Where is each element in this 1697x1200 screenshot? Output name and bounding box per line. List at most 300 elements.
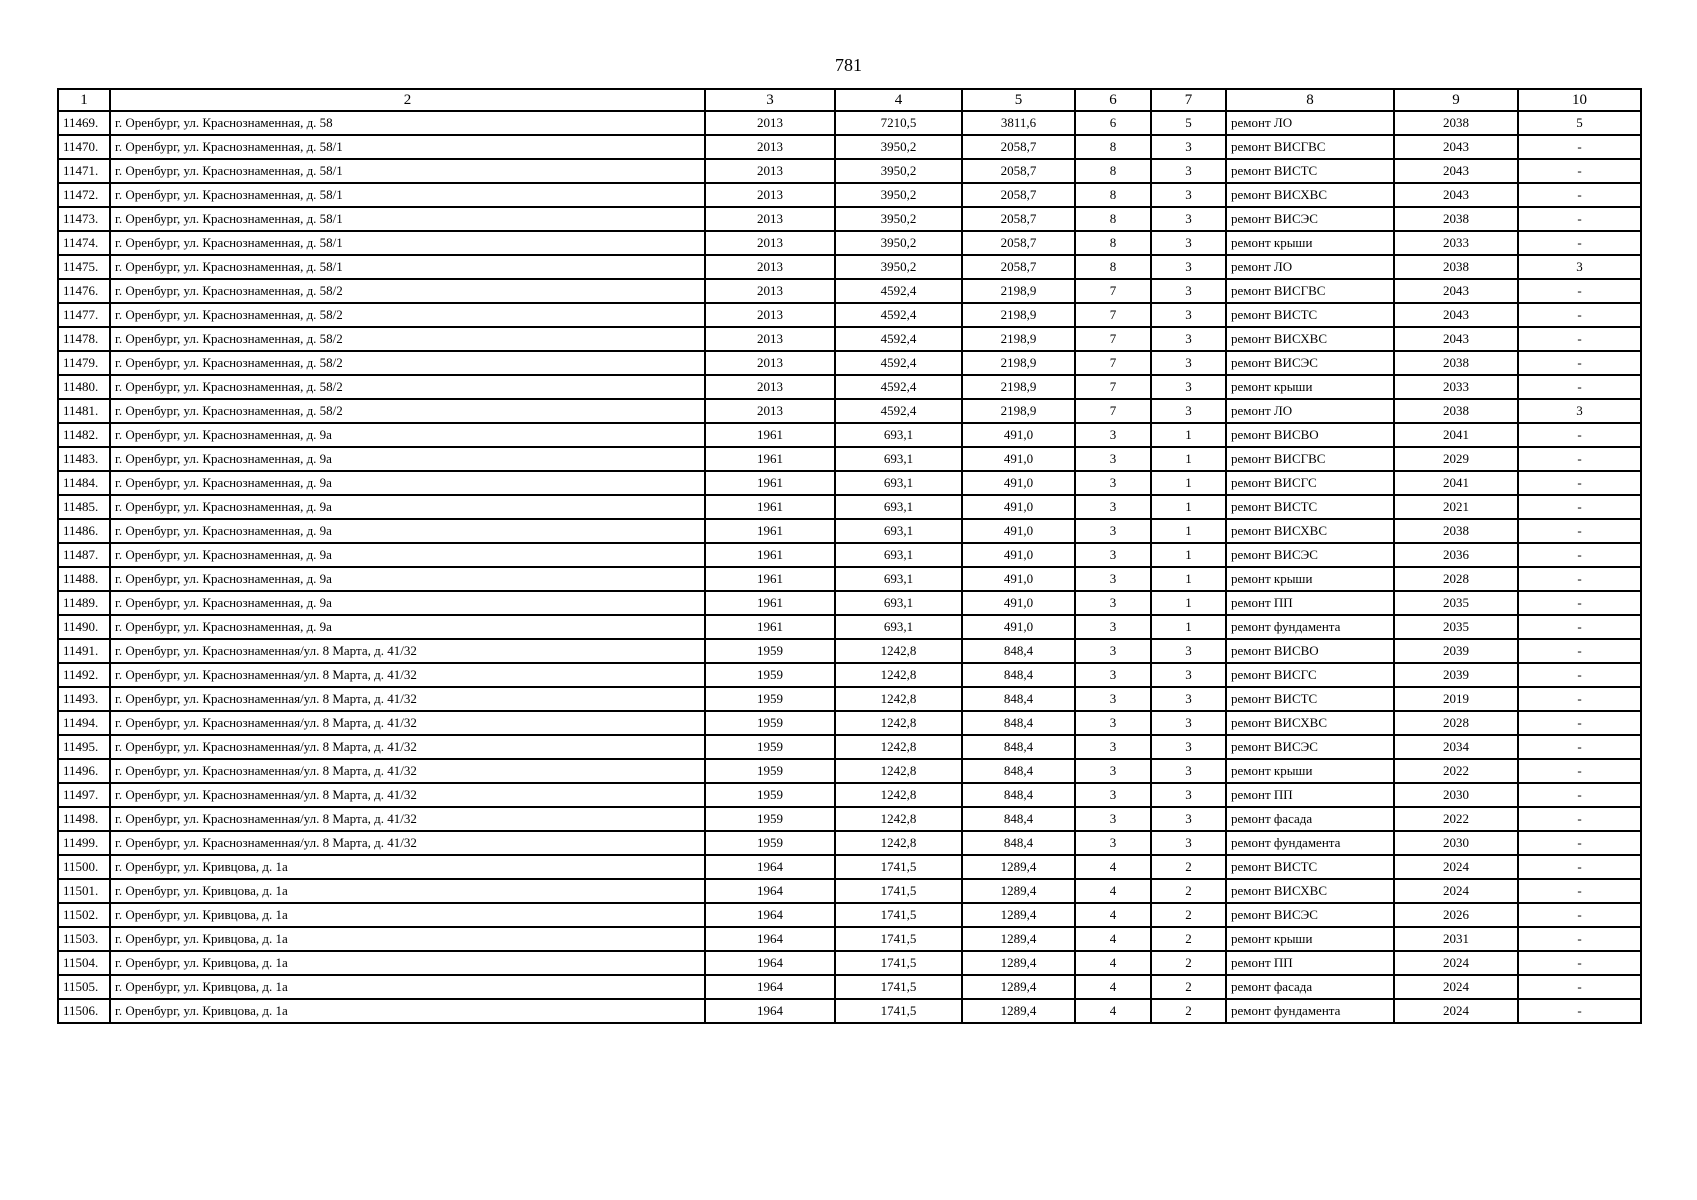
floors-cell: 3 — [1075, 711, 1151, 735]
total-area-cell: 693,1 — [835, 423, 962, 447]
planned-year-cell: 2038 — [1394, 399, 1518, 423]
column-header-4: 4 — [835, 89, 962, 111]
planned-year-cell: 2033 — [1394, 375, 1518, 399]
work-type-cell: ремонт ВИСХВС — [1226, 519, 1394, 543]
table-row — [58, 135, 1641, 159]
living-area-cell: 2058,7 — [962, 183, 1075, 207]
work-type-cell: ремонт фасада — [1226, 975, 1394, 999]
living-area-cell: 2058,7 — [962, 159, 1075, 183]
address-cell: г. Оренбург, ул. Краснознаменная, д. 58 — [110, 111, 705, 135]
row-number-cell: 11495. — [58, 735, 110, 759]
table-row — [58, 591, 1641, 615]
living-area-cell: 491,0 — [962, 567, 1075, 591]
entrances-cell: 3 — [1151, 639, 1226, 663]
floors-cell: 3 — [1075, 495, 1151, 519]
year-built-cell: 2013 — [705, 135, 835, 159]
address-cell: г. Оренбург, ул. Краснознаменная/ул. 8 Марта, д. 41/32 — [110, 735, 705, 759]
living-area-cell: 491,0 — [962, 591, 1075, 615]
column-header-1: 1 — [58, 89, 110, 111]
living-area-cell: 848,4 — [962, 783, 1075, 807]
floors-cell: 7 — [1075, 375, 1151, 399]
total-area-cell: 3950,2 — [835, 159, 962, 183]
total-area-cell: 7210,5 — [835, 111, 962, 135]
column-10-value-cell: - — [1518, 759, 1641, 783]
year-built-cell: 1959 — [705, 759, 835, 783]
table-row — [58, 879, 1641, 903]
table-row — [58, 183, 1641, 207]
work-type-cell: ремонт крыши — [1226, 927, 1394, 951]
column-10-value-cell: - — [1518, 879, 1641, 903]
table-row — [58, 951, 1641, 975]
floors-cell: 3 — [1075, 519, 1151, 543]
work-type-cell: ремонт ВИСГВС — [1226, 135, 1394, 159]
row-number-cell: 11491. — [58, 639, 110, 663]
total-area-cell: 1741,5 — [835, 903, 962, 927]
living-area-cell: 491,0 — [962, 615, 1075, 639]
floors-cell: 3 — [1075, 447, 1151, 471]
planned-year-cell: 2031 — [1394, 927, 1518, 951]
living-area-cell: 848,4 — [962, 663, 1075, 687]
total-area-cell: 4592,4 — [835, 399, 962, 423]
planned-year-cell: 2043 — [1394, 303, 1518, 327]
table-row — [58, 567, 1641, 591]
address-cell: г. Оренбург, ул. Краснознаменная, д. 58/1 — [110, 159, 705, 183]
row-number-cell: 11480. — [58, 375, 110, 399]
column-10-value-cell: - — [1518, 231, 1641, 255]
floors-cell: 3 — [1075, 423, 1151, 447]
column-header-9: 9 — [1394, 89, 1518, 111]
row-number-cell: 11494. — [58, 711, 110, 735]
total-area-cell: 1242,8 — [835, 687, 962, 711]
work-type-cell: ремонт фундамента — [1226, 831, 1394, 855]
column-header-8: 8 — [1226, 89, 1394, 111]
entrances-cell: 3 — [1151, 279, 1226, 303]
planned-year-cell: 2030 — [1394, 831, 1518, 855]
entrances-cell: 2 — [1151, 855, 1226, 879]
address-cell: г. Оренбург, ул. Краснознаменная/ул. 8 Марта, д. 41/32 — [110, 807, 705, 831]
entrances-cell: 2 — [1151, 903, 1226, 927]
living-area-cell: 2198,9 — [962, 303, 1075, 327]
living-area-cell: 848,4 — [962, 807, 1075, 831]
total-area-cell: 1242,8 — [835, 711, 962, 735]
year-built-cell: 2013 — [705, 231, 835, 255]
table-row — [58, 831, 1641, 855]
address-cell: г. Оренбург, ул. Краснознаменная/ул. 8 Марта, д. 41/32 — [110, 759, 705, 783]
work-type-cell: ремонт крыши — [1226, 231, 1394, 255]
total-area-cell: 3950,2 — [835, 255, 962, 279]
total-area-cell: 4592,4 — [835, 279, 962, 303]
column-10-value-cell: - — [1518, 183, 1641, 207]
work-type-cell: ремонт ВИСТС — [1226, 159, 1394, 183]
row-number-cell: 11500. — [58, 855, 110, 879]
living-area-cell: 491,0 — [962, 543, 1075, 567]
row-number-cell: 11497. — [58, 783, 110, 807]
column-10-value-cell: - — [1518, 687, 1641, 711]
floors-cell: 4 — [1075, 951, 1151, 975]
year-built-cell: 1961 — [705, 495, 835, 519]
address-cell: г. Оренбург, ул. Кривцова, д. 1а — [110, 999, 705, 1023]
floors-cell: 3 — [1075, 759, 1151, 783]
column-10-value-cell: - — [1518, 927, 1641, 951]
entrances-cell: 1 — [1151, 447, 1226, 471]
address-cell: г. Оренбург, ул. Краснознаменная, д. 58/2 — [110, 303, 705, 327]
row-number-cell: 11502. — [58, 903, 110, 927]
planned-year-cell: 2041 — [1394, 471, 1518, 495]
living-area-cell: 1289,4 — [962, 999, 1075, 1023]
table-row — [58, 999, 1641, 1023]
total-area-cell: 693,1 — [835, 471, 962, 495]
row-number-cell: 11477. — [58, 303, 110, 327]
living-area-cell: 3811,6 — [962, 111, 1075, 135]
column-header-10: 10 — [1518, 89, 1641, 111]
planned-year-cell: 2041 — [1394, 423, 1518, 447]
row-number-cell: 11499. — [58, 831, 110, 855]
address-cell: г. Оренбург, ул. Краснознаменная, д. 9а — [110, 591, 705, 615]
floors-cell: 8 — [1075, 231, 1151, 255]
planned-year-cell: 2035 — [1394, 615, 1518, 639]
living-area-cell: 2198,9 — [962, 399, 1075, 423]
living-area-cell: 1289,4 — [962, 903, 1075, 927]
row-number-cell: 11504. — [58, 951, 110, 975]
floors-cell: 3 — [1075, 591, 1151, 615]
floors-cell: 4 — [1075, 879, 1151, 903]
total-area-cell: 3950,2 — [835, 207, 962, 231]
row-number-cell: 11475. — [58, 255, 110, 279]
work-type-cell: ремонт ЛО — [1226, 255, 1394, 279]
entrances-cell: 1 — [1151, 423, 1226, 447]
floors-cell: 8 — [1075, 159, 1151, 183]
table-row — [58, 927, 1641, 951]
address-cell: г. Оренбург, ул. Краснознаменная/ул. 8 Марта, д. 41/32 — [110, 711, 705, 735]
year-built-cell: 2013 — [705, 351, 835, 375]
entrances-cell: 2 — [1151, 975, 1226, 999]
entrances-cell: 5 — [1151, 111, 1226, 135]
work-type-cell: ремонт ВИСЭС — [1226, 543, 1394, 567]
row-number-cell: 11472. — [58, 183, 110, 207]
year-built-cell: 1961 — [705, 543, 835, 567]
row-number-cell: 11471. — [58, 159, 110, 183]
entrances-cell: 3 — [1151, 303, 1226, 327]
floors-cell: 4 — [1075, 855, 1151, 879]
column-10-value-cell: - — [1518, 471, 1641, 495]
work-type-cell: ремонт ВИСХВС — [1226, 183, 1394, 207]
floors-cell: 3 — [1075, 687, 1151, 711]
planned-year-cell: 2022 — [1394, 807, 1518, 831]
column-10-value-cell: - — [1518, 279, 1641, 303]
entrances-cell: 1 — [1151, 567, 1226, 591]
entrances-cell: 2 — [1151, 927, 1226, 951]
table-row — [58, 207, 1641, 231]
planned-year-cell: 2030 — [1394, 783, 1518, 807]
entrances-cell: 3 — [1151, 759, 1226, 783]
total-area-cell: 4592,4 — [835, 327, 962, 351]
address-cell: г. Оренбург, ул. Краснознаменная, д. 58/1 — [110, 207, 705, 231]
address-cell: г. Оренбург, ул. Краснознаменная, д. 9а — [110, 567, 705, 591]
table-row — [58, 279, 1641, 303]
work-type-cell: ремонт ВИСЭС — [1226, 735, 1394, 759]
year-built-cell: 1964 — [705, 879, 835, 903]
year-built-cell: 2013 — [705, 159, 835, 183]
entrances-cell: 1 — [1151, 615, 1226, 639]
column-10-value-cell: - — [1518, 591, 1641, 615]
floors-cell: 3 — [1075, 639, 1151, 663]
table-row — [58, 447, 1641, 471]
row-number-cell: 11483. — [58, 447, 110, 471]
table-row — [58, 375, 1641, 399]
year-built-cell: 1959 — [705, 831, 835, 855]
planned-year-cell: 2019 — [1394, 687, 1518, 711]
address-cell: г. Оренбург, ул. Краснознаменная, д. 58/1 — [110, 135, 705, 159]
year-built-cell: 2013 — [705, 279, 835, 303]
entrances-cell: 3 — [1151, 255, 1226, 279]
column-10-value-cell: - — [1518, 711, 1641, 735]
row-number-cell: 11506. — [58, 999, 110, 1023]
planned-year-cell: 2034 — [1394, 735, 1518, 759]
total-area-cell: 693,1 — [835, 447, 962, 471]
planned-year-cell: 2038 — [1394, 351, 1518, 375]
address-cell: г. Оренбург, ул. Кривцова, д. 1а — [110, 879, 705, 903]
total-area-cell: 1741,5 — [835, 951, 962, 975]
floors-cell: 3 — [1075, 831, 1151, 855]
floors-cell: 6 — [1075, 111, 1151, 135]
total-area-cell: 1242,8 — [835, 759, 962, 783]
work-type-cell: ремонт ВИСТС — [1226, 687, 1394, 711]
year-built-cell: 1961 — [705, 591, 835, 615]
planned-year-cell: 2028 — [1394, 711, 1518, 735]
table-row — [58, 975, 1641, 999]
year-built-cell: 1964 — [705, 999, 835, 1023]
row-number-cell: 11473. — [58, 207, 110, 231]
address-cell: г. Оренбург, ул. Краснознаменная, д. 9а — [110, 423, 705, 447]
year-built-cell: 1959 — [705, 711, 835, 735]
year-built-cell: 1961 — [705, 519, 835, 543]
row-number-cell: 11492. — [58, 663, 110, 687]
column-10-value-cell: - — [1518, 135, 1641, 159]
total-area-cell: 1242,8 — [835, 831, 962, 855]
column-10-value-cell: - — [1518, 639, 1641, 663]
table-row — [58, 471, 1641, 495]
total-area-cell: 693,1 — [835, 591, 962, 615]
year-built-cell: 2013 — [705, 111, 835, 135]
column-10-value-cell: - — [1518, 423, 1641, 447]
work-type-cell: ремонт ВИСТС — [1226, 303, 1394, 327]
address-cell: г. Оренбург, ул. Краснознаменная/ул. 8 Марта, д. 41/32 — [110, 663, 705, 687]
planned-year-cell: 2038 — [1394, 111, 1518, 135]
floors-cell: 8 — [1075, 135, 1151, 159]
table-row — [58, 783, 1641, 807]
row-number-cell: 11496. — [58, 759, 110, 783]
column-10-value-cell: - — [1518, 351, 1641, 375]
address-cell: г. Оренбург, ул. Краснознаменная, д. 9а — [110, 615, 705, 639]
year-built-cell: 1959 — [705, 783, 835, 807]
floors-cell: 3 — [1075, 543, 1151, 567]
column-10-value-cell: - — [1518, 735, 1641, 759]
year-built-cell: 1964 — [705, 975, 835, 999]
floors-cell: 7 — [1075, 351, 1151, 375]
address-cell: г. Оренбург, ул. Краснознаменная, д. 58/1 — [110, 231, 705, 255]
planned-year-cell: 2024 — [1394, 855, 1518, 879]
floors-cell: 4 — [1075, 903, 1151, 927]
floors-cell: 3 — [1075, 615, 1151, 639]
floors-cell: 3 — [1075, 471, 1151, 495]
column-10-value-cell: - — [1518, 447, 1641, 471]
table-row — [58, 231, 1641, 255]
year-built-cell: 1961 — [705, 615, 835, 639]
year-built-cell: 1959 — [705, 663, 835, 687]
floors-cell: 3 — [1075, 735, 1151, 759]
floors-cell: 4 — [1075, 975, 1151, 999]
floors-cell: 7 — [1075, 399, 1151, 423]
address-cell: г. Оренбург, ул. Краснознаменная, д. 58/1 — [110, 183, 705, 207]
work-type-cell: ремонт ВИСТС — [1226, 855, 1394, 879]
living-area-cell: 2198,9 — [962, 327, 1075, 351]
header-row — [58, 89, 1641, 111]
row-number-cell: 11482. — [58, 423, 110, 447]
address-cell: г. Оренбург, ул. Краснознаменная, д. 58/2 — [110, 375, 705, 399]
address-cell: г. Оренбург, ул. Краснознаменная, д. 9а — [110, 447, 705, 471]
living-area-cell: 2198,9 — [962, 279, 1075, 303]
year-built-cell: 1961 — [705, 567, 835, 591]
living-area-cell: 491,0 — [962, 471, 1075, 495]
year-built-cell: 1961 — [705, 471, 835, 495]
row-number-cell: 11479. — [58, 351, 110, 375]
page-number: 781 — [835, 55, 862, 75]
column-10-value-cell: - — [1518, 831, 1641, 855]
table-row — [58, 903, 1641, 927]
address-cell: г. Оренбург, ул. Кривцова, д. 1а — [110, 903, 705, 927]
living-area-cell: 2058,7 — [962, 207, 1075, 231]
row-number-cell: 11501. — [58, 879, 110, 903]
entrances-cell: 2 — [1151, 999, 1226, 1023]
column-10-value-cell: - — [1518, 615, 1641, 639]
work-type-cell: ремонт крыши — [1226, 759, 1394, 783]
planned-year-cell: 2036 — [1394, 543, 1518, 567]
work-type-cell: ремонт ВИСВО — [1226, 423, 1394, 447]
address-cell: г. Оренбург, ул. Кривцова, д. 1а — [110, 927, 705, 951]
work-type-cell: ремонт ВИСГС — [1226, 471, 1394, 495]
work-type-cell: ремонт фундамента — [1226, 999, 1394, 1023]
column-10-value-cell: 3 — [1518, 255, 1641, 279]
year-built-cell: 1959 — [705, 639, 835, 663]
planned-year-cell: 2039 — [1394, 663, 1518, 687]
total-area-cell: 3950,2 — [835, 135, 962, 159]
row-number-cell: 11484. — [58, 471, 110, 495]
total-area-cell: 1242,8 — [835, 807, 962, 831]
year-built-cell: 1959 — [705, 735, 835, 759]
entrances-cell: 1 — [1151, 543, 1226, 567]
work-type-cell: ремонт ВИСГВС — [1226, 447, 1394, 471]
row-number-cell: 11498. — [58, 807, 110, 831]
entrances-cell: 3 — [1151, 327, 1226, 351]
row-number-cell: 11487. — [58, 543, 110, 567]
living-area-cell: 1289,4 — [962, 879, 1075, 903]
planned-year-cell: 2022 — [1394, 759, 1518, 783]
year-built-cell: 2013 — [705, 207, 835, 231]
table-row — [58, 615, 1641, 639]
row-number-cell: 11490. — [58, 615, 110, 639]
year-built-cell: 1964 — [705, 855, 835, 879]
living-area-cell: 491,0 — [962, 495, 1075, 519]
floors-cell: 8 — [1075, 255, 1151, 279]
column-10-value-cell: - — [1518, 663, 1641, 687]
living-area-cell: 2058,7 — [962, 135, 1075, 159]
living-area-cell: 2198,9 — [962, 351, 1075, 375]
entrances-cell: 3 — [1151, 711, 1226, 735]
total-area-cell: 693,1 — [835, 543, 962, 567]
planned-year-cell: 2024 — [1394, 951, 1518, 975]
column-10-value-cell: - — [1518, 567, 1641, 591]
work-type-cell: ремонт ВИСХВС — [1226, 711, 1394, 735]
address-cell: г. Оренбург, ул. Краснознаменная/ул. 8 Марта, д. 41/32 — [110, 639, 705, 663]
table-row — [58, 303, 1641, 327]
address-cell: г. Оренбург, ул. Краснознаменная, д. 58/1 — [110, 255, 705, 279]
column-10-value-cell: - — [1518, 783, 1641, 807]
entrances-cell: 3 — [1151, 231, 1226, 255]
total-area-cell: 1741,5 — [835, 879, 962, 903]
entrances-cell: 2 — [1151, 879, 1226, 903]
address-cell: г. Оренбург, ул. Краснознаменная, д. 9а — [110, 543, 705, 567]
total-area-cell: 693,1 — [835, 495, 962, 519]
total-area-cell: 1242,8 — [835, 783, 962, 807]
work-type-cell: ремонт ВИСТС — [1226, 495, 1394, 519]
entrances-cell: 2 — [1151, 951, 1226, 975]
entrances-cell: 1 — [1151, 519, 1226, 543]
year-built-cell: 2013 — [705, 183, 835, 207]
column-header-3: 3 — [705, 89, 835, 111]
living-area-cell: 1289,4 — [962, 975, 1075, 999]
entrances-cell: 3 — [1151, 351, 1226, 375]
living-area-cell: 491,0 — [962, 447, 1075, 471]
column-header-5: 5 — [962, 89, 1075, 111]
total-area-cell: 1242,8 — [835, 663, 962, 687]
total-area-cell: 693,1 — [835, 615, 962, 639]
entrances-cell: 3 — [1151, 831, 1226, 855]
table-row — [58, 495, 1641, 519]
column-10-value-cell: - — [1518, 327, 1641, 351]
planned-year-cell: 2024 — [1394, 999, 1518, 1023]
planned-year-cell: 2028 — [1394, 567, 1518, 591]
work-type-cell: ремонт ВИСГС — [1226, 663, 1394, 687]
living-area-cell: 848,4 — [962, 639, 1075, 663]
year-built-cell: 2013 — [705, 327, 835, 351]
year-built-cell: 1959 — [705, 807, 835, 831]
address-cell: г. Оренбург, ул. Кривцова, д. 1а — [110, 951, 705, 975]
work-type-cell: ремонт крыши — [1226, 375, 1394, 399]
work-type-cell: ремонт ВИСВО — [1226, 639, 1394, 663]
address-cell: г. Оренбург, ул. Краснознаменная/ул. 8 Марта, д. 41/32 — [110, 831, 705, 855]
column-10-value-cell: - — [1518, 999, 1641, 1023]
planned-year-cell: 2038 — [1394, 519, 1518, 543]
entrances-cell: 3 — [1151, 783, 1226, 807]
table-body — [58, 111, 1641, 1023]
year-built-cell: 1961 — [705, 447, 835, 471]
row-number-cell: 11505. — [58, 975, 110, 999]
living-area-cell: 2058,7 — [962, 255, 1075, 279]
living-area-cell: 848,4 — [962, 735, 1075, 759]
total-area-cell: 1741,5 — [835, 855, 962, 879]
work-type-cell: ремонт ВИСХВС — [1226, 879, 1394, 903]
address-cell: г. Оренбург, ул. Краснознаменная, д. 9а — [110, 519, 705, 543]
entrances-cell: 3 — [1151, 159, 1226, 183]
table-row — [58, 711, 1641, 735]
entrances-cell: 3 — [1151, 807, 1226, 831]
living-area-cell: 2058,7 — [962, 231, 1075, 255]
column-10-value-cell: - — [1518, 375, 1641, 399]
entrances-cell: 1 — [1151, 495, 1226, 519]
living-area-cell: 2198,9 — [962, 375, 1075, 399]
table-row — [58, 807, 1641, 831]
address-cell: г. Оренбург, ул. Кривцова, д. 1а — [110, 975, 705, 999]
